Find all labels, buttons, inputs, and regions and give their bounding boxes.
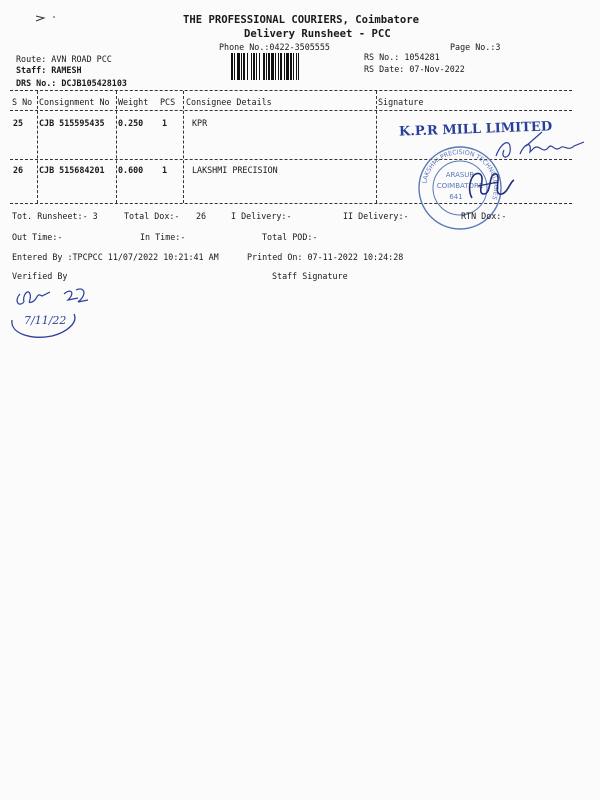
barcode-bar — [271, 53, 274, 80]
header-signature: Signature — [378, 97, 424, 107]
out-time: Out Time:- — [12, 232, 63, 242]
route-label: Route: AVN ROAD PCC — [16, 54, 112, 64]
svg-text:ARASUR: ARASUR — [445, 171, 475, 179]
barcode-bar — [247, 53, 248, 80]
signature-row2 — [462, 164, 522, 204]
printed-on: Printed On: 07-11-2022 10:24:28 — [247, 252, 404, 262]
staff-label: Staff: RAMESH — [16, 65, 82, 75]
row-pcs: 1 — [162, 118, 168, 128]
barcode-bar — [256, 53, 257, 80]
column-divider — [183, 91, 184, 203]
row-sno: 26 — [13, 165, 24, 175]
header-weight: Weight — [118, 97, 149, 107]
barcode-bar — [290, 53, 292, 80]
header-consignee: Consignee Details — [186, 97, 272, 107]
staff-signature-label: Staff Signature — [272, 271, 348, 281]
total-dox-value: 26 — [196, 211, 207, 221]
entered-by: Entered By :TPCPCC 11/07/2022 10:21:41 AM — [12, 252, 219, 262]
verified-signature — [8, 282, 92, 344]
table-top-rule — [10, 90, 572, 91]
barcode-bar — [286, 53, 289, 80]
row-consignment: CJB 515684201 — [39, 165, 105, 175]
phone-number: Phone No.:0422-3505555 — [219, 42, 330, 52]
document-title: Delivery Runsheet - PCC — [244, 28, 391, 40]
verified-by-label: Verified By — [12, 271, 68, 281]
barcode-bar — [293, 53, 294, 80]
total-dox-label: Total Dox:- — [124, 211, 180, 221]
barcode-bar — [231, 53, 233, 80]
in-time: In Time:- — [140, 232, 186, 242]
barcode-bar — [253, 53, 255, 80]
table-header-rule — [10, 110, 572, 111]
barcode-bar — [263, 53, 265, 80]
row-weight: 0.250 — [118, 118, 144, 128]
row-consignee: LAKSHMI PRECISION — [192, 165, 278, 175]
barcode-bar — [237, 53, 240, 80]
barcode-bar — [234, 53, 235, 80]
kpr-stamp: K.P.R MILL LIMITED — [398, 119, 553, 140]
total-pod: Total POD:- — [262, 232, 318, 242]
barcode-bar — [296, 53, 297, 80]
rtn-dox: RTN Dox:- — [461, 211, 507, 221]
svg-text:641: 641 — [449, 193, 463, 201]
barcode-bar — [243, 53, 245, 80]
page-number: Page No.:3 — [450, 42, 501, 52]
rs-date: RS Date: 07-Nov-2022 — [364, 64, 465, 74]
drs-number: DRS No.: DCJB105428103 — [16, 78, 127, 88]
barcode-bar — [278, 53, 279, 80]
svg-text:COIMBATORE: COIMBATORE — [436, 182, 484, 190]
svg-text:LAKSHMI PRECISION TECHNOLOGIES: LAKSHMI PRECISION TECHNOLOGIES — [421, 148, 500, 201]
barcode-bar — [298, 53, 299, 80]
total-runsheet: Tot. Runsheet:- 3 — [12, 211, 98, 221]
header-pcs: PCS — [160, 97, 176, 107]
stray-mark — [32, 10, 72, 30]
rs-number: RS No.: 1054281 — [364, 52, 440, 62]
svg-text:7/11/22: 7/11/22 — [24, 314, 67, 327]
row-weight: 0.600 — [118, 165, 144, 175]
barcode — [231, 53, 352, 80]
barcode-bar — [280, 53, 282, 80]
column-divider — [37, 91, 38, 203]
column-divider — [116, 91, 117, 203]
signature-row1 — [490, 128, 590, 166]
barcode-bar — [268, 53, 270, 80]
header-consignment: Consignment No — [39, 97, 110, 107]
column-divider — [376, 91, 377, 203]
barcode-bar — [275, 53, 276, 80]
row-consignee: KPR — [192, 118, 208, 128]
row-pcs: 1 — [162, 165, 168, 175]
i-delivery: I Delivery:- — [231, 211, 292, 221]
barcode-bar — [241, 53, 242, 80]
row-sno: 25 — [13, 118, 24, 128]
barcode-bar — [259, 53, 260, 80]
company-title: THE PROFESSIONAL COURIERS, Coimbatore — [183, 14, 419, 26]
barcode-bar — [251, 53, 252, 80]
ii-delivery: II Delivery:- — [343, 211, 409, 221]
barcode-bar — [284, 53, 285, 80]
barcode-bar — [266, 53, 267, 80]
row-consignment: CJB 515595435 — [39, 118, 105, 128]
header-sno: S No — [12, 97, 33, 107]
